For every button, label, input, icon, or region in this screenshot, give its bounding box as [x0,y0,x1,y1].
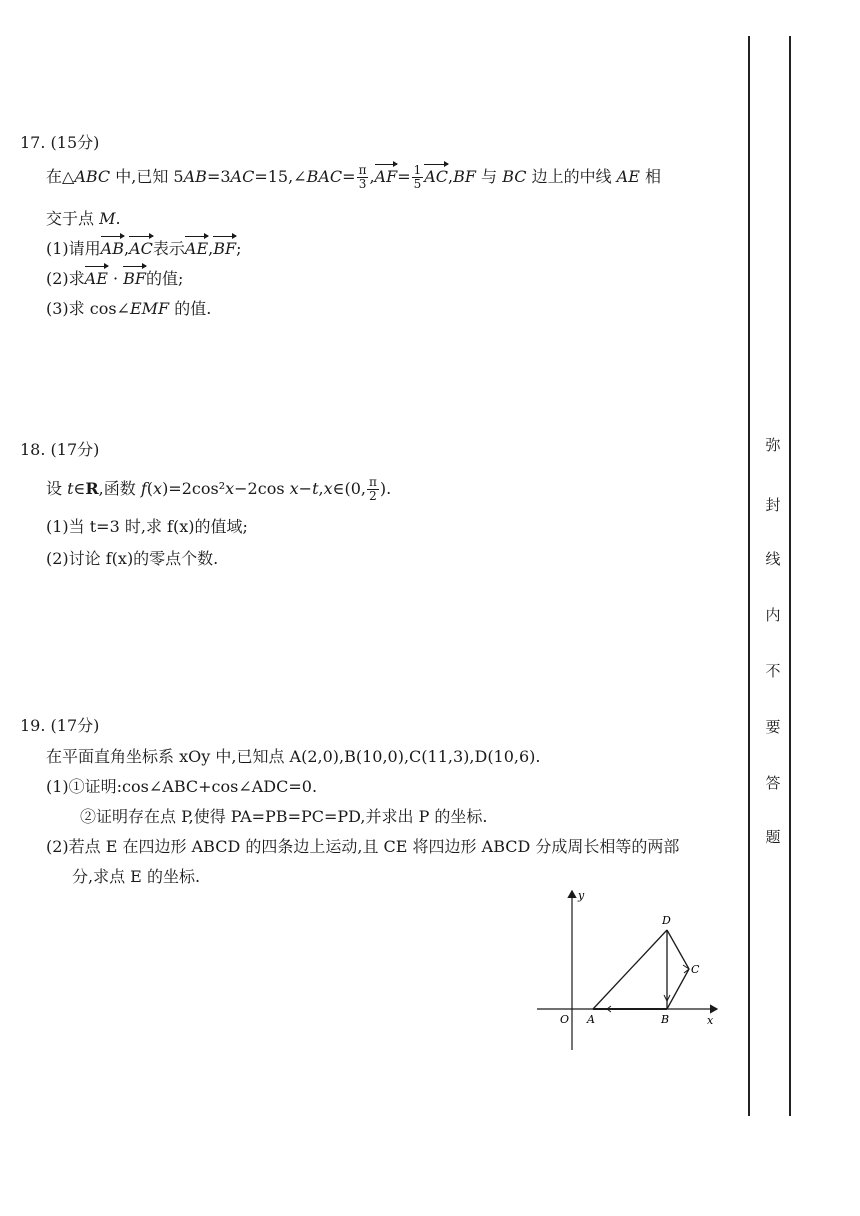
label-d: D [662,914,671,927]
vector-ae: AE [184,239,209,258]
q19-header: 19. (17分) [20,716,100,735]
binding-line-right [789,36,791,1116]
coordinate-figure [535,885,735,1055]
q17-header: 17. (15分) [20,133,100,152]
q18-line1: 设 t∈R,函数 f(x)=2cos²x−2cos x−t,x∈(0, $\frac{\pi}{2}$ ). [46,475,392,504]
label-b: B [661,1013,670,1026]
sealed-char-7: 答 [765,774,781,792]
sealed-char-8: 题 [765,828,781,846]
q19-line1: 在平面直角坐标系 xOy 中,已知点 A(2,0),B(10,0),C(11,3),D(10,6). [46,747,541,766]
label-x: x [707,1014,714,1027]
edge-cb [667,969,689,1009]
edge-dc [667,930,689,969]
q17-line2: 交于点 M. [46,209,121,228]
sealed-char-2: 封 [765,496,781,514]
q19-part2-line1: (2)若点 E 在四边形 ABCD 的四条边上运动,且 CE 将四边形 ABCD 分成周长相等的两部 [46,837,680,856]
vector-ab: AB [100,239,124,258]
q19-part1: (1)①证明:cos∠ABC+cos∠ADC=0. [46,777,318,796]
vector-ac: AC [424,167,449,187]
q18-part2: (2)讨论 f(x)的零点个数. [46,549,219,568]
q19-part2-line2: 分,求点 E 的坐标. [72,867,201,886]
fraction-pi-over-3: $\frac{\pi}{3}$ [358,163,367,192]
vector-ac: AC [129,239,153,258]
sealed-char-5: 不 [765,662,781,680]
q17-part1: (1)请用AB,AC表示AE,BF; [46,239,242,258]
q19-part1b: ②证明存在点 P,使得 PA=PB=PC=PD,并求出 P 的坐标. [80,807,488,826]
q17-part2: (2)求AE · BF的值; [46,269,184,288]
q18-header: 18. (17分) [20,440,100,459]
edge-ad [593,930,667,1009]
q17-part3: (3)求 cos∠EMF 的值. [46,299,212,318]
vector-bf: BF [123,269,147,288]
label-c: C [691,963,700,976]
q18-part1: (1)当 t=3 时,求 f(x)的值域; [46,517,248,536]
fraction-one-fifth: $\frac{1}{5}$ [413,163,422,192]
sealed-char-4: 内 [765,606,781,624]
sealed-char-3: 线 [765,550,781,568]
vector-ae: AE [84,269,108,288]
fraction-pi-over-2: $\frac{\pi}{2}$ [368,475,377,504]
binding-line-left [748,36,750,1116]
sealed-char-6: 要 [765,718,781,736]
q17-line1: 在△ABC 中,已知 5AB=3AC=15,∠BAC= $\frac{\pi}{3}$ ,AF= $\frac{1}{5}$ AC,BF 与 BC 边上的中线 AE 相 [46,163,661,192]
vector-af: AF [374,167,398,187]
label-y: y [578,889,585,902]
label-o: O [560,1013,570,1026]
vector-bf: BF [213,239,237,258]
label-a: A [587,1013,595,1026]
sealed-char-1: 弥 [765,436,781,454]
